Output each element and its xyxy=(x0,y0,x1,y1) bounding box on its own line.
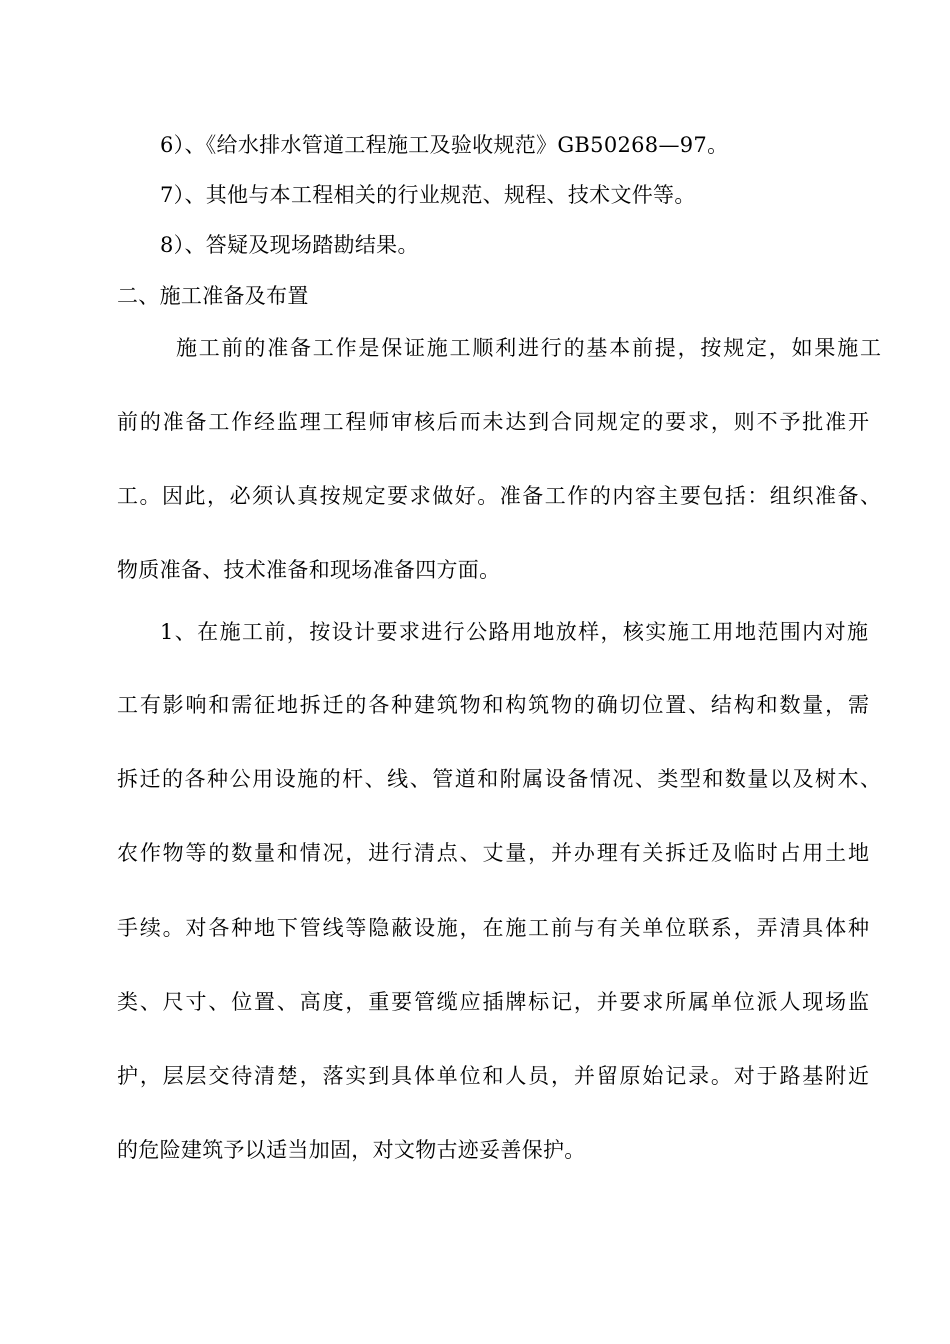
reference-item-6: 6）、《给水排水管道工程施工及验收规范》GB50268—97。 xyxy=(160,133,729,157)
paragraph-line: 拆迁的各种公用设施的杆、线、管道和附属设备情况、类型和数量以及树木、 xyxy=(117,767,881,791)
reference-item-7: 7）、其他与本工程相关的行业规范、规程、技术文件等。 xyxy=(160,183,696,207)
paragraph-line: 前的准备工作经监理工程师审核后而未达到合同规定的要求，则不予批准开 xyxy=(117,410,869,434)
paragraph-line: 农作物等的数量和情况，进行清点、丈量，并办理有关拆迁及临时占用土地 xyxy=(117,841,869,865)
section-heading: 二、施工准备及布置 xyxy=(117,284,309,308)
paragraph-line: 施工前的准备工作是保证施工顺利进行的基本前提，按规定，如果施工 xyxy=(176,336,881,360)
reference-item-8: 8）、答疑及现场踏勘结果。 xyxy=(160,233,419,257)
paragraph-line: 1、在施工前，按设计要求进行公路用地放样，核实施工用地范围内对施 xyxy=(160,620,868,644)
paragraph-line: 工。因此，必须认真按规定要求做好。准备工作的内容主要包括：组织准备、 xyxy=(117,484,881,508)
paragraph-line: 类、尺寸、位置、高度，重要管缆应插牌标记，并要求所属单位派人现场监 xyxy=(117,990,869,1014)
paragraph-line: 的危险建筑予以适当加固，对文物古迹妥善保护。 xyxy=(117,1138,586,1162)
paragraph-line: 手续。对各种地下管线等隐蔽设施，在施工前与有关单位联系，弄清具体种 xyxy=(117,916,869,940)
paragraph-line: 护，层层交待清楚，落实到具体单位和人员，并留原始记录。对于路基附近 xyxy=(117,1064,869,1088)
paragraph-line: 工有影响和需征地拆迁的各种建筑物和构筑物的确切位置、结构和数量，需 xyxy=(117,693,869,717)
paragraph-line: 物质准备、技术准备和现场准备四方面。 xyxy=(117,558,501,582)
